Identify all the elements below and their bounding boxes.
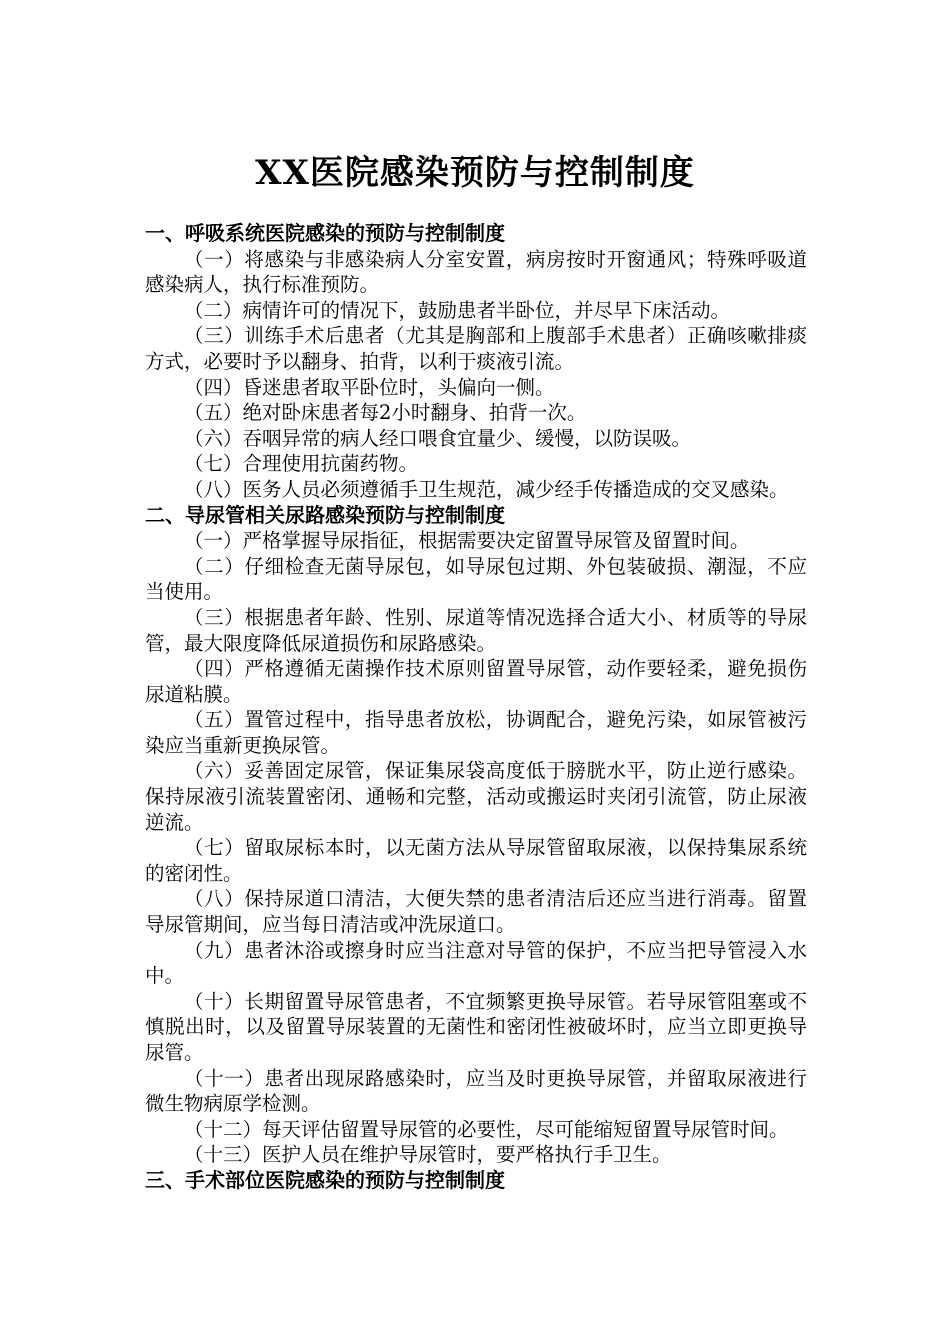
list-item: （一）严格掌握导尿指征，根据需要决定留置导尿管及留置时间。: [184, 529, 750, 553]
list-item: （十一）患者出现尿路感染时，应当及时更换导尿管，并留取尿液进行微生物病原学检测。: [145, 1066, 807, 1116]
list-item: （一）将感染与非感染病人分室安置，病房按时开窗通风；特殊呼吸道感染病人，执行标准预防。: [145, 247, 807, 297]
list-item: （四）昏迷患者取平卧位时，头偏向一侧。: [184, 375, 555, 399]
list-item: （十）长期留置导尿管患者，不宜频繁更换导尿管。若导尿管阻塞或不慎脱出时，以及留置导尿装置的无菌性和密闭性被破坏时，应当立即更换导尿管。: [145, 989, 807, 1064]
document-body: [145, 221, 807, 1194]
list-item: （七）合理使用抗菌药物。: [184, 452, 419, 476]
document-title: XX医院感染预防与控制制度: [255, 152, 695, 193]
list-item: （五）绝对卧床患者每2小时翻身、拍背一次。: [184, 401, 587, 425]
list-item: （五）置管过程中，指导患者放松，协调配合，避免污染，如尿管被污染应当重新更换尿管。: [145, 708, 807, 757]
section-heading-3: 三、手术部位医院感染的预防与控制制度: [145, 1167, 505, 1192]
list-item: （二）仔细检查无菌导尿包，如导尿包过期、外包装破损、潮湿，不应当使用。: [145, 554, 807, 604]
list-item: （十二）每天评估留置导尿管的必要性，尽可能缩短留置导尿管时间。: [184, 1117, 789, 1141]
list-item: （九）患者沐浴或擦身时应当注意对导管的保护，不应当把导管浸入水中。: [145, 938, 807, 988]
list-item: （七）留取尿标本时，以无菌方法从导尿管留取尿液，以保持集尿系统的密闭性。: [145, 836, 807, 885]
list-item: （六）妥善固定尿管，保证集尿袋高度低于膀胱水平，防止逆行感染。保持尿液引流装置密闭、通畅和完整，活动或搬运时夹闭引流管，防止尿液逆流。: [145, 759, 807, 834]
section-heading-2: 二、导尿管相关尿路感染预防与控制制度: [145, 502, 505, 527]
list-item: （四）严格遵循无菌操作技术原则留置导尿管，动作要轻柔，避免损伤尿道粘膜。: [145, 657, 807, 706]
list-item: （三）训练手术后患者（尤其是胸部和上腹部手术患者）正确咳嗽排痰方式，必要时予以翻身、拍背，以利于痰液引流。: [145, 324, 807, 373]
list-item: （二）病情许可的情况下，鼓励患者半卧位，并尽早下床活动。: [184, 298, 731, 322]
list-item: （十三）医护人员在维护导尿管时，要严格执行手卫生。: [184, 1143, 672, 1167]
list-item: （六）吞咽异常的病人经口喂食宜量少、缓慢，以防误吸。: [184, 426, 692, 450]
list-item: （三）根据患者年龄、性别、尿道等情况选择合适大小、材质等的导尿管，最大限度降低尿道损伤和尿路感染。: [145, 605, 807, 655]
list-item: （八）保持尿道口清洁，大便失禁的患者清洁后还应当进行消毒。留置导尿管期间，应当每日清洁或冲洗尿道口。: [145, 887, 807, 937]
list-item: （八）医务人员必须遵循手卫生规范，减少经手传播造成的交叉感染。: [184, 477, 789, 501]
section-heading-1: 一、呼吸系统医院感染的预防与控制制度: [145, 221, 505, 245]
